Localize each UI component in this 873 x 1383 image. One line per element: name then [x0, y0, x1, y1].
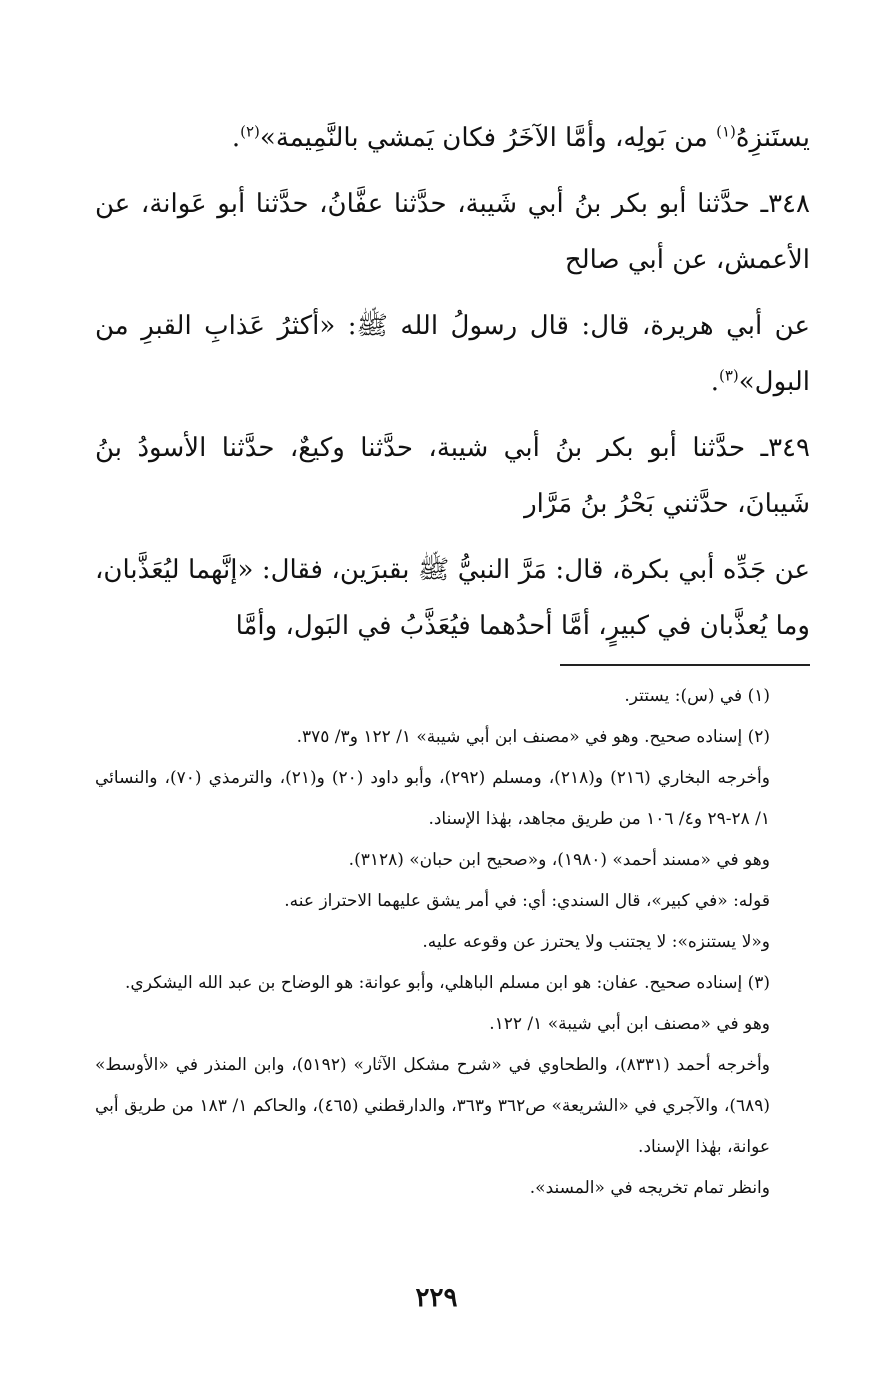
p3-text: عن أبي هريرة، قال: قال رسولُ الله ﷺ: «أكثرُ عَذابِ القبرِ من البول»	[95, 311, 810, 397]
hadith-348-text	[95, 298, 810, 410]
footnote-ref-3[interactable]: (٣)	[718, 366, 739, 385]
p3-end: .	[710, 367, 719, 397]
footnote-ref-2[interactable]: (٢)	[240, 122, 260, 141]
hadith-348-chain: ٣٤٨ـ حدَّثنا أبو بكر بنُ أبي شَيبة، حدَّثنا عفَّانُ، حدَّثنا أبو عَوانة، عن الأعمش، عن أبي صالح	[95, 189, 810, 275]
footnotes	[95, 676, 810, 1209]
footnote-2-line-4: و«لا يستنزه»: لا يجتنب ولا يحترز عن وقوعه عليه.	[422, 932, 770, 952]
paragraph-1	[95, 110, 810, 166]
main-text	[95, 110, 810, 654]
footnote-divider	[560, 664, 810, 666]
p1-end: .	[231, 123, 241, 153]
footnote-3: (٣) إسناده صحيح. عفان: هو ابن مسلم الباهلي، وأبو عوانة: هو الوضاح بن عبد الله اليشكري.	[125, 973, 770, 993]
footnote-3-line-1: وهو في «مصنف ابن أبي شيبة» ١/ ١٢٢.	[489, 1014, 770, 1034]
p1-text: يستَنزِهُ	[735, 123, 810, 153]
hadith-349-text: عن جَدِّه أبي بكرة، قال: مَرَّ النبيُّ ﷺ بقبرَين، فقال: «إنَّهما ليُعَذَّبان، وما يُعذَّبان في كبيرٍ، أمَّا أحدُهما فيُعَذَّبُ في البَول، وأمَّا	[95, 555, 810, 641]
footnote-1: (١) في (س): يستتر.	[624, 686, 770, 706]
footnote-2-line-3: قوله: «في كبير»، قال السندي: أي: في أمر يشق عليهما الاحتراز عنه.	[284, 891, 770, 911]
p1-text-2: من بَولِه، وأمَّا الآخَرُ فكان يَمشي بالنَّمِيمة»	[259, 123, 717, 153]
footnote-ref-1[interactable]: (١)	[716, 122, 736, 141]
footnote-3-line-3: وانظر تمام تخريجه في «المسند».	[529, 1178, 770, 1198]
footnote-3-line-2: وأخرجه أحمد (٨٣٣١)، والطحاوي في «شرح مشكل الآثار» (٥١٩٢)، وابن المنذر في «الأوسط» (٦٨٩)، والآجري في «الشريعة» ص٣٦٢ و٣٦٣، والدارقطني (٤٦٥)، والحاكم ١/ ١٨٣ من طريق أبي عوانة، بهٰذا الإسناد.	[95, 1055, 770, 1157]
hadith-349-chain: ٣٤٩ـ حدَّثنا أبو بكر بنُ أبي شيبة، حدَّثنا وكيعٌ، حدَّثنا الأسودُ بنُ شَيبانَ، حدَّثني بَحْرُ بنُ مَرَّار	[95, 433, 810, 519]
footnote-2: (٢) إسناده صحيح. وهو في «مصنف ابن أبي شيبة» ١/ ١٢٢ و٣/ ٣٧٥.	[296, 727, 770, 747]
page-body	[95, 110, 810, 1209]
footnote-2-line-1: وأخرجه البخاري (٢١٦) و(٢١٨)، ومسلم (٢٩٢)، وأبو داود (٢٠) و(٢١)، والترمذي (٧٠)، والنسائي ١/ ٢٨-٢٩ و٤/ ١٠٦ من طريق مجاهد، بهٰذا الإسناد.	[95, 768, 770, 829]
footnote-2-line-2: وهو في «مسند أحمد» (١٩٨٠)، و«صحيح ابن حبان» (٣١٢٨).	[348, 850, 770, 870]
page-number: ٢٢٩	[415, 1283, 458, 1313]
